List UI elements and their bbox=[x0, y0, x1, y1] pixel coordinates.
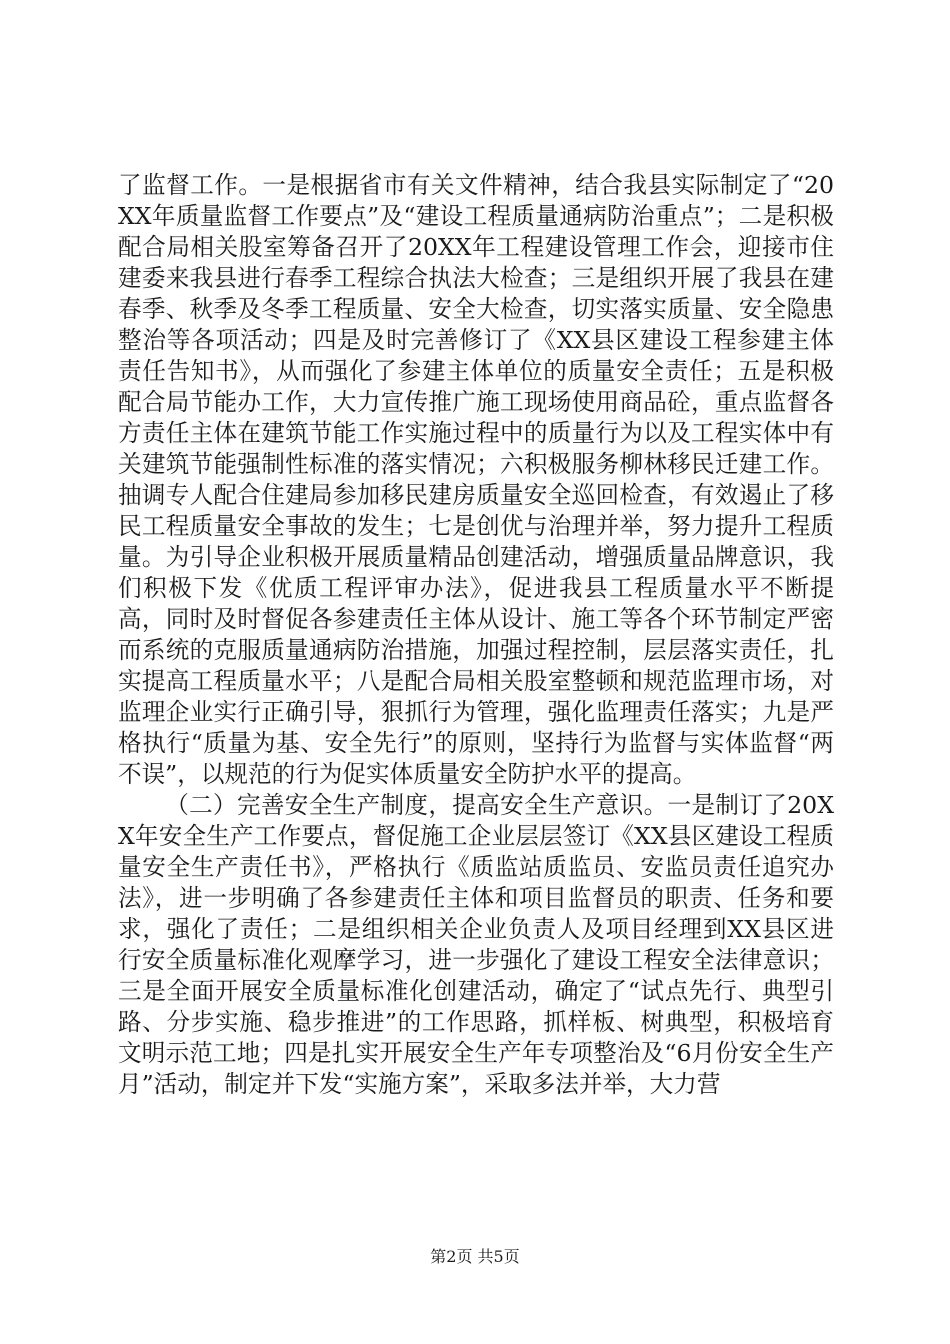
document-body bbox=[118, 170, 834, 1100]
page-number-label: 第2页 共5页 bbox=[430, 1247, 520, 1266]
paragraph-safety-production: （二）完善安全生产制度，提高安全生产意识。一是制订了20XX年安全生产工作要点，督促施工企业层层签订《XX县区建设工程质量安全生产责任书》，严格执行《质监站质监员、安监员责任追究办法》，进一步明确了各参建责任主体和项目监督员的职责、任务和要求，强化了责任；二是组织相关企业负责人及项目经理到XX县区进行安全质量标准化观摩学习，进一步强化了建设工程安全法律意识；三是全面开展安全质量标准化创建活动，确定了“试点先行、典型引路、分步实施、稳步推进”的工作思路，抓样板、树典型，积极培育文明示范工地；四是扎实开展安全生产年专项整治及“6月份安全生产月”活动，制定并下发“实施方案”，采取多法并举，大力营 bbox=[118, 791, 834, 1098]
paragraph-supervision-work: 了监督工作。一是根据省市有关文件精神，结合我县实际制定了“20XX年质量监督工作要点”及“建设工程质量通病防治重点”；二是积极配合局相关股室筹备召开了20XX年工程建设管理工作会，迎接市住建委来我县进行春季工程综合执法大检查；三是组织开展了我县在建春季、秋季及冬季工程质量、安全大检查，切实落实质量、安全隐患整治等各项活动；四是及时完善修订了《XX县区建设工程参建主体责任告知书》，从而强化了参建主体单位的质量安全责任；五是积极配合局节能办工作，大力宣传推广施工现场使用商品砼，重点监督各方责任主体在建筑节能工作实施过程中的质量行为以及工程实体中有关建筑节能强制性标准的落实情况；六积极服务柳林移民迁建工作。抽调专人配合住建局参加移民建房质量安全巡回检查，有效遏止了移民工程质量安全事故的发生；七是创优与治理并举，努力提升工程质量。为引导企业积极开展质量精品创建活动，增强质量品牌意识，我们积极下发《优质工程评审办法》，促进我县工程质量水平不断提高，同时及时督促各参建责任主体从设计、施工等各个环节制定严密而系统的克服质量通病防治措施，加强过程控制，层层落实责任，扎实提高工程质量水平；八是配合局相关股室整顿和规范监理市场，对监理企业实行正确引导，狠抓行为管理，强化监理责任落实；九是严格执行“质量为基、安全先行”的原则，坚持行为监督与实体监督“两不误”，以规范的行为促实体质量安全防护水平的提高。 bbox=[118, 171, 834, 788]
page-footer bbox=[0, 1247, 950, 1267]
